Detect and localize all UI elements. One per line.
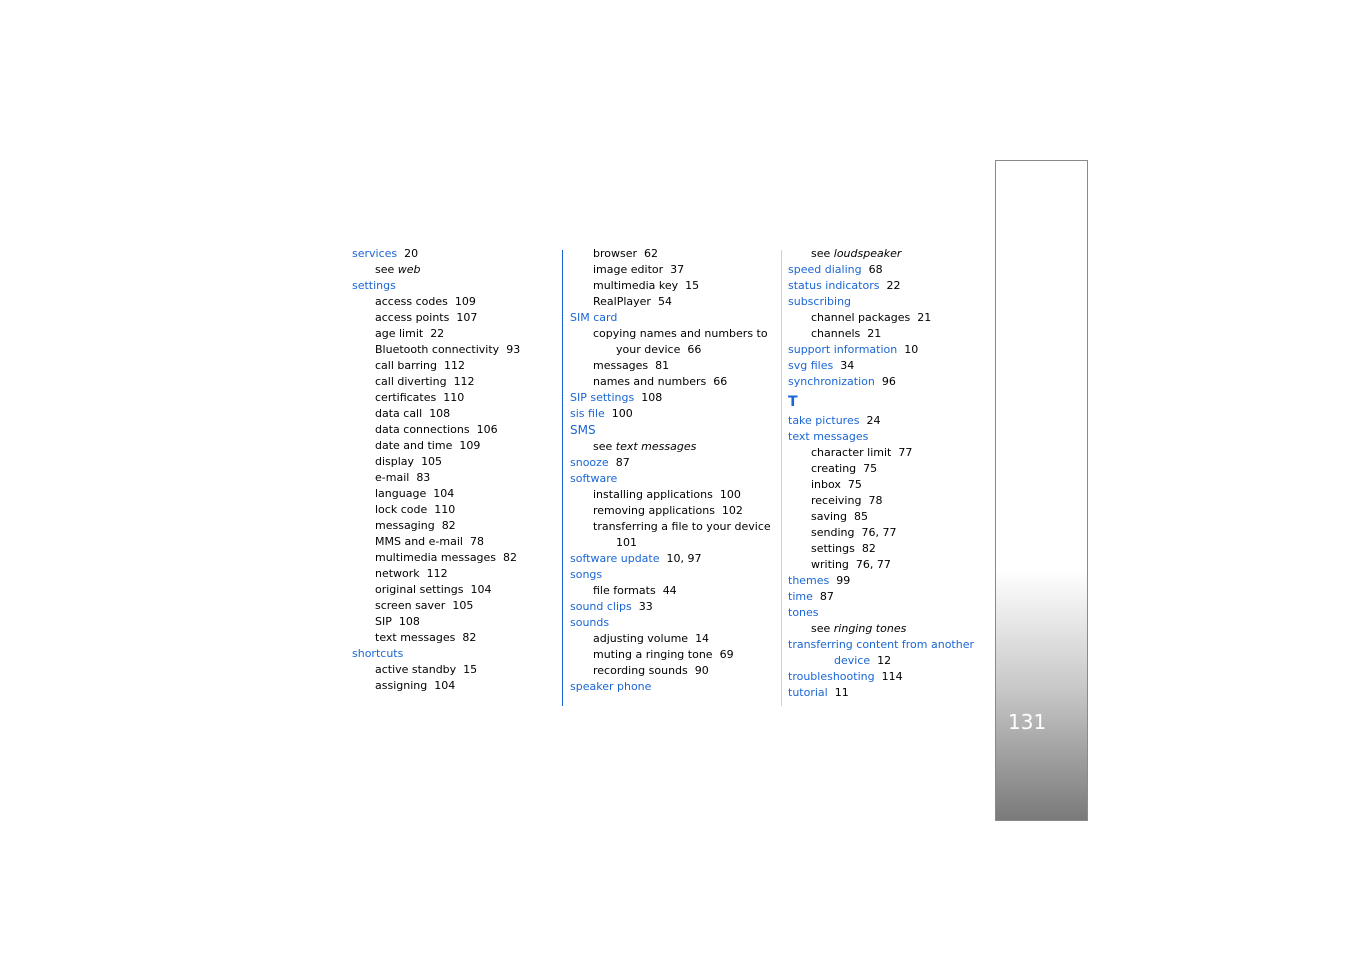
index-subentry <box>352 310 557 326</box>
column-divider-blue <box>562 250 563 706</box>
index-subentry <box>352 262 557 278</box>
subentry-text: original settings <box>375 583 464 596</box>
page-ref: 83 <box>416 471 431 484</box>
page-ref: 93 <box>506 343 521 356</box>
subentry-text: data connections <box>375 423 470 436</box>
index-entry <box>570 679 775 695</box>
index-subentry <box>570 503 775 519</box>
index-subentry <box>788 621 983 637</box>
subentry-text: display <box>375 455 415 468</box>
subentry-text: screen saver <box>375 599 446 612</box>
page-ref: 77 <box>898 446 913 459</box>
subentry-text: see <box>811 622 834 635</box>
page-ref: 75 <box>847 478 862 491</box>
subentry-text: creating <box>811 462 857 475</box>
index-entry <box>788 669 983 685</box>
page-ref: 108 <box>429 407 451 420</box>
see-reference: ringing tones <box>833 622 907 635</box>
index-subentry-continuation <box>570 342 775 358</box>
page-ref: 96 <box>881 375 896 388</box>
subentry-text: see <box>593 440 616 453</box>
page-ref: 24 <box>866 414 881 427</box>
index-entry <box>788 374 983 390</box>
index-entry <box>570 567 775 583</box>
index-subentry <box>352 518 557 534</box>
index-entry <box>788 429 983 445</box>
index-term-link[interactable]: support information <box>788 343 898 356</box>
page-ref: 106 <box>476 423 498 436</box>
index-subentry <box>570 246 775 262</box>
page-ref: 54 <box>657 295 672 308</box>
index-entry <box>570 471 775 487</box>
index-subentry <box>352 662 557 678</box>
column-divider-gray <box>781 250 782 706</box>
subentry-text: removing applications <box>593 504 715 517</box>
page-ref: 99 <box>836 574 851 587</box>
page-ref: 76, 77 <box>861 526 897 539</box>
subentry-text: active standby <box>375 663 457 676</box>
page-ref: 69 <box>719 648 734 661</box>
index-entry <box>788 278 983 294</box>
page-ref: 82 <box>503 551 518 564</box>
page-ref: 110 <box>443 391 465 404</box>
page-ref: 87 <box>819 590 834 603</box>
index-term-link[interactable]: sis file <box>570 407 605 420</box>
page-ref: 114 <box>881 670 903 683</box>
index-term-link[interactable]: tones <box>788 606 819 619</box>
subentry-text: assigning <box>375 679 428 692</box>
page-ref: 104 <box>434 679 456 692</box>
index-subentry <box>352 534 557 550</box>
page-ref: 107 <box>456 311 478 324</box>
index-subentry <box>570 631 775 647</box>
subentry-text: names and numbers <box>593 375 707 388</box>
index-subentry <box>352 374 557 390</box>
subentry-text: RealPlayer <box>593 295 651 308</box>
index-subentry <box>788 326 983 342</box>
page-ref: 112 <box>453 375 475 388</box>
page-ref: 82 <box>441 519 456 532</box>
index-term-link[interactable]: synchronization <box>788 375 875 388</box>
subentry-text: messages <box>593 359 649 372</box>
index-term-link[interactable]: software <box>570 472 618 485</box>
subentry-text: sending <box>811 526 855 539</box>
subentry-text: see <box>375 263 398 276</box>
page-ref: 11 <box>834 686 849 699</box>
index-term-link[interactable]: snooze <box>570 456 609 469</box>
index-subentry <box>570 262 775 278</box>
index-letter-heading: T <box>788 394 798 410</box>
page-ref: 44 <box>662 584 677 597</box>
index-page-continuation <box>570 535 775 551</box>
subentry-text: installing applications <box>593 488 713 501</box>
index-entry <box>788 262 983 278</box>
index-subentry <box>570 294 775 310</box>
subentry-text: transferring a file to your device <box>593 520 771 533</box>
subentry-text: browser <box>593 247 638 260</box>
index-entry <box>788 294 983 310</box>
index-subentry <box>788 557 983 573</box>
subentry-text: SIP <box>375 615 392 628</box>
index-entry <box>570 310 775 326</box>
subentry-text: call diverting <box>375 375 447 388</box>
index-term-link[interactable]: take pictures <box>788 414 860 427</box>
index-entry <box>788 358 983 374</box>
subentry-text: access points <box>375 311 450 324</box>
index-subentry <box>570 663 775 679</box>
index-subentry <box>788 477 983 493</box>
index-term-link[interactable]: svg files <box>788 359 834 372</box>
page-ref: 105 <box>452 599 474 612</box>
index-term-link[interactable]: SMS <box>570 423 596 437</box>
index-entry <box>570 615 775 631</box>
subentry-text: recording sounds <box>593 664 688 677</box>
page-ref: 87 <box>615 456 630 469</box>
index-term-link[interactable]: sounds <box>570 616 610 629</box>
subentry-text: multimedia key <box>593 279 679 292</box>
subentry-text: text messages <box>375 631 456 644</box>
index-column-1 <box>352 246 557 694</box>
index-subentry <box>352 342 557 358</box>
page-tab <box>995 160 1088 821</box>
index-subentry <box>352 502 557 518</box>
subentry-text: image editor <box>593 263 664 276</box>
subentry-text: multimedia messages <box>375 551 497 564</box>
page-ref: 81 <box>655 359 670 372</box>
page-ref: 101 <box>616 536 637 549</box>
subentry-text: muting a ringing tone <box>593 648 713 661</box>
subentry-text: channels <box>811 327 861 340</box>
index-subentry <box>352 422 557 438</box>
index-subentry <box>352 390 557 406</box>
index-entry <box>788 589 983 605</box>
index-term-link[interactable]: SIM card <box>570 311 618 324</box>
subentry-text: date and time <box>375 439 453 452</box>
subentry-text: data call <box>375 407 423 420</box>
index-subentry <box>788 310 983 326</box>
index-subentry <box>788 541 983 557</box>
index-entry <box>352 246 557 262</box>
index-subentry <box>352 486 557 502</box>
index-subentry <box>570 326 775 342</box>
subentry-text: lock code <box>375 503 428 516</box>
page-ref: 12 <box>877 654 892 667</box>
subentry-text: inbox <box>811 478 841 491</box>
index-subentry <box>352 294 557 310</box>
page-ref: 104 <box>433 487 455 500</box>
page-ref: 33 <box>638 600 653 613</box>
index-subentry <box>352 614 557 630</box>
index-entry <box>788 605 983 621</box>
page-ref: 109 <box>454 295 476 308</box>
index-subentry <box>352 358 557 374</box>
page-ref: 14 <box>695 632 710 645</box>
index-subentry <box>788 525 983 541</box>
index-entry <box>788 637 983 653</box>
subentry-text: adjusting volume <box>593 632 689 645</box>
index-entry <box>570 551 775 567</box>
index-term-link[interactable]: transferring content from another <box>788 638 975 651</box>
page-ref: 108 <box>398 615 420 628</box>
subentry-text: language <box>375 487 427 500</box>
index-subentry <box>570 278 775 294</box>
subentry-text: Bluetooth connectivity <box>375 343 500 356</box>
index-subentry <box>352 326 557 342</box>
index-term-link[interactable]: settings <box>352 279 396 292</box>
page-ref: 108 <box>641 391 663 404</box>
index-subentry <box>352 582 557 598</box>
page-ref: 10, 97 <box>666 552 702 565</box>
subentry-text: messaging <box>375 519 435 532</box>
index-subentry <box>788 509 983 525</box>
page-ref: 90 <box>694 664 709 677</box>
subentry-text: call barring <box>375 359 437 372</box>
index-term-link[interactable]: songs <box>570 568 603 581</box>
subentry-text: writing <box>811 558 849 571</box>
index-subentry <box>352 470 557 486</box>
subentry-text: saving <box>811 510 847 523</box>
index-entry <box>352 646 557 662</box>
page-ref: 85 <box>854 510 868 523</box>
page-ref: 20 <box>404 247 419 260</box>
index-subentry <box>570 519 775 535</box>
index-term-link[interactable]: sound clips <box>570 600 632 613</box>
index-entry <box>352 278 557 294</box>
subentry-text: network <box>375 567 420 580</box>
page-ref: 112 <box>443 359 465 372</box>
index-term-link[interactable]: status indicators <box>788 279 880 292</box>
page-ref: 75 <box>863 462 878 475</box>
index-entry <box>570 422 775 439</box>
index-entry <box>570 406 775 422</box>
index-term-link[interactable]: themes <box>788 574 830 587</box>
page-ref: 82 <box>861 542 876 555</box>
page-ref: 105 <box>421 455 443 468</box>
subentry-text: certificates <box>375 391 437 404</box>
subentry-text: your device <box>616 343 681 356</box>
index-term-link[interactable]: shortcuts <box>352 647 404 660</box>
index-subentry <box>570 647 775 663</box>
subentry-text: MMS and e-mail <box>375 535 463 548</box>
index-subentry <box>570 487 775 503</box>
index-entry-continuation <box>788 653 983 669</box>
page-ref: 102 <box>721 504 743 517</box>
index-term-link[interactable]: time <box>788 590 813 603</box>
subentry-text: access codes <box>375 295 448 308</box>
index-term-link[interactable]: SIP settings <box>570 391 635 404</box>
index-subentry <box>352 630 557 646</box>
page-ref: 66 <box>687 343 702 356</box>
page-ref: 37 <box>670 263 685 276</box>
page-ref: 22 <box>430 327 445 340</box>
page-ref: 112 <box>426 567 448 580</box>
page-ref: 62 <box>644 247 659 260</box>
subentry-text: character limit <box>811 446 892 459</box>
page-ref: 109 <box>459 439 481 452</box>
page-ref: 34 <box>840 359 855 372</box>
index-term-link[interactable]: troubleshooting <box>788 670 875 683</box>
index-entry <box>570 455 775 471</box>
subentry-text: age limit <box>375 327 424 340</box>
index-subentry <box>352 678 557 694</box>
page-ref: 110 <box>434 503 456 516</box>
page-ref: 66 <box>713 375 728 388</box>
index-subentry <box>570 358 775 374</box>
page-ref: 100 <box>719 488 741 501</box>
index-entry <box>788 342 983 358</box>
index-subentry <box>570 583 775 599</box>
page-number: 131 <box>1008 710 1047 734</box>
see-reference: web <box>397 263 421 276</box>
index-term-link[interactable]: tutorial <box>788 686 828 699</box>
index-entry <box>570 599 775 615</box>
subentry-text: settings <box>811 542 855 555</box>
index-entry <box>788 573 983 589</box>
see-reference: text messages <box>615 440 697 453</box>
index-subentry <box>352 454 557 470</box>
index-entry <box>788 413 983 429</box>
index-subentry <box>352 406 557 422</box>
index-subentry <box>788 445 983 461</box>
page-ref: 100 <box>611 407 633 420</box>
page-ref: 76, 77 <box>855 558 891 571</box>
index-term-link[interactable]: text messages <box>788 430 869 443</box>
page-ref: 10 <box>904 343 919 356</box>
see-reference: loudspeaker <box>833 247 902 260</box>
page-ref: 104 <box>470 583 492 596</box>
index-subentry <box>352 598 557 614</box>
index-term-link[interactable]: services <box>352 247 398 260</box>
index-subentry <box>352 566 557 582</box>
index-term-link[interactable]: speaker phone <box>570 680 652 693</box>
page-ref: 82 <box>462 631 477 644</box>
page-ref: 68 <box>868 263 883 276</box>
page-ref: 21 <box>917 311 932 324</box>
index-subentry <box>788 461 983 477</box>
subentry-text: copying names and numbers to <box>593 327 768 340</box>
index-term-link[interactable]: subscribing <box>788 295 852 308</box>
subentry-text: channel packages <box>811 311 911 324</box>
index-term-link[interactable]: device <box>834 654 871 667</box>
index-subentry <box>570 374 775 390</box>
index-entry <box>570 390 775 406</box>
index-subentry <box>788 246 983 262</box>
index-subentry <box>570 439 775 455</box>
page-ref: 15 <box>463 663 478 676</box>
subentry-text: file formats <box>593 584 656 597</box>
page-ref: 78 <box>469 535 484 548</box>
index-column-2 <box>570 246 775 695</box>
subentry-text: e-mail <box>375 471 410 484</box>
page-ref: 78 <box>868 494 883 507</box>
index-entry <box>788 685 983 701</box>
page-ref: 21 <box>867 327 882 340</box>
index-column-3 <box>788 246 983 701</box>
index-subentry <box>352 438 557 454</box>
index-subentry <box>352 550 557 566</box>
page-ref: 15 <box>685 279 700 292</box>
index-term-link[interactable]: software update <box>570 552 660 565</box>
index-term-link[interactable]: speed dialing <box>788 263 862 276</box>
subentry-text: see <box>811 247 834 260</box>
subentry-text: receiving <box>811 494 862 507</box>
index-subentry <box>788 493 983 509</box>
page-ref: 22 <box>886 279 901 292</box>
